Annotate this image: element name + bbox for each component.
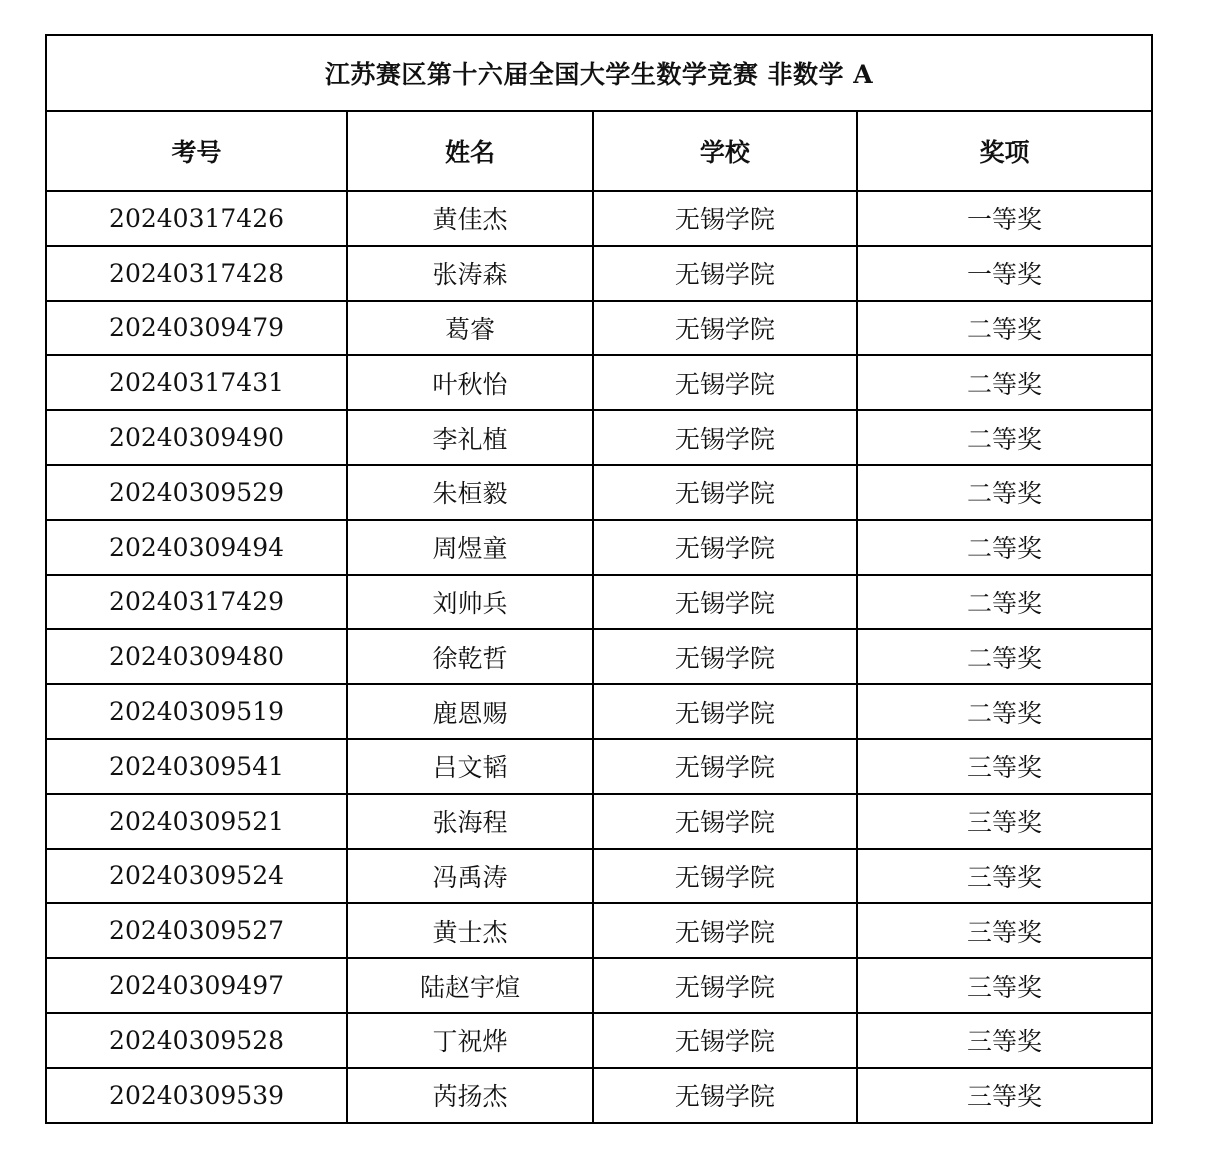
header-school: 学校: [593, 111, 857, 191]
cell-school: 无锡学院: [593, 1068, 857, 1123]
table-row: [46, 575, 1152, 630]
cell-school: 无锡学院: [593, 520, 857, 575]
cell-school: 无锡学院: [593, 410, 857, 465]
cell-school: 无锡学院: [593, 301, 857, 356]
cell-name: 李礼植: [347, 410, 593, 465]
cell-exam-id: 20240309539: [46, 1068, 347, 1123]
table-row: [46, 246, 1152, 301]
table-row: [46, 684, 1152, 739]
cell-award: 二等奖: [857, 355, 1152, 410]
cell-award: 三等奖: [857, 958, 1152, 1013]
cell-exam-id: 20240317429: [46, 575, 347, 630]
cell-exam-id: 20240309528: [46, 1013, 347, 1068]
cell-school: 无锡学院: [593, 958, 857, 1013]
cell-award: 二等奖: [857, 465, 1152, 520]
table-row: [46, 629, 1152, 684]
cell-name: 鹿恩赐: [347, 684, 593, 739]
cell-name: 朱桓毅: [347, 465, 593, 520]
document-title: 江苏赛区第十六届全国大学生数学竞赛 非数学 A: [46, 35, 1152, 111]
cell-school: 无锡学院: [593, 629, 857, 684]
cell-name: 黄佳杰: [347, 191, 593, 246]
cell-school: 无锡学院: [593, 575, 857, 630]
cell-exam-id: 20240309521: [46, 794, 347, 849]
cell-award: 一等奖: [857, 246, 1152, 301]
cell-award: 二等奖: [857, 629, 1152, 684]
cell-name: 陆赵宇煊: [347, 958, 593, 1013]
cell-school: 无锡学院: [593, 246, 857, 301]
cell-exam-id: 20240309479: [46, 301, 347, 356]
cell-award: 二等奖: [857, 520, 1152, 575]
cell-name: 叶秋怡: [347, 355, 593, 410]
cell-school: 无锡学院: [593, 739, 857, 794]
cell-award: 三等奖: [857, 1013, 1152, 1068]
title-row: [46, 35, 1152, 111]
table-row: [46, 903, 1152, 958]
table-row: [46, 355, 1152, 410]
cell-school: 无锡学院: [593, 903, 857, 958]
table-row: [46, 958, 1152, 1013]
table-row: [46, 739, 1152, 794]
table-body: [46, 191, 1152, 1123]
cell-exam-id: 20240309541: [46, 739, 347, 794]
cell-school: 无锡学院: [593, 849, 857, 904]
table-row: [46, 849, 1152, 904]
cell-name: 黄士杰: [347, 903, 593, 958]
cell-award: 二等奖: [857, 410, 1152, 465]
cell-exam-id: 20240309494: [46, 520, 347, 575]
table-row: [46, 1068, 1152, 1123]
cell-school: 无锡学院: [593, 355, 857, 410]
cell-name: 刘帅兵: [347, 575, 593, 630]
table-row: [46, 301, 1152, 356]
header-award: 奖项: [857, 111, 1152, 191]
cell-exam-id: 20240317428: [46, 246, 347, 301]
header-row: [46, 111, 1152, 191]
cell-school: 无锡学院: [593, 191, 857, 246]
header-name: 姓名: [347, 111, 593, 191]
cell-name: 徐乾哲: [347, 629, 593, 684]
cell-award: 三等奖: [857, 1068, 1152, 1123]
cell-name: 张海程: [347, 794, 593, 849]
cell-exam-id: 20240309497: [46, 958, 347, 1013]
cell-name: 周煜童: [347, 520, 593, 575]
cell-award: 三等奖: [857, 739, 1152, 794]
cell-award: 三等奖: [857, 903, 1152, 958]
table-row: [46, 465, 1152, 520]
cell-name: 丁祝烨: [347, 1013, 593, 1068]
cell-school: 无锡学院: [593, 1013, 857, 1068]
cell-exam-id: 20240309527: [46, 903, 347, 958]
cell-award: 二等奖: [857, 684, 1152, 739]
cell-school: 无锡学院: [593, 684, 857, 739]
cell-name: 吕文韬: [347, 739, 593, 794]
cell-school: 无锡学院: [593, 465, 857, 520]
cell-exam-id: 20240309529: [46, 465, 347, 520]
results-table: [45, 34, 1153, 1124]
cell-name: 张涛森: [347, 246, 593, 301]
cell-award: 二等奖: [857, 575, 1152, 630]
cell-name: 葛睿: [347, 301, 593, 356]
cell-award: 三等奖: [857, 849, 1152, 904]
cell-name: 冯禹涛: [347, 849, 593, 904]
cell-exam-id: 20240309524: [46, 849, 347, 904]
header-exam-id: 考号: [46, 111, 347, 191]
cell-school: 无锡学院: [593, 794, 857, 849]
table-row: [46, 794, 1152, 849]
cell-award: 三等奖: [857, 794, 1152, 849]
cell-exam-id: 20240317426: [46, 191, 347, 246]
cell-exam-id: 20240309480: [46, 629, 347, 684]
cell-exam-id: 20240309519: [46, 684, 347, 739]
cell-award: 一等奖: [857, 191, 1152, 246]
table-row: [46, 410, 1152, 465]
cell-exam-id: 20240309490: [46, 410, 347, 465]
table-row: [46, 191, 1152, 246]
cell-name: 芮扬杰: [347, 1068, 593, 1123]
table-row: [46, 1013, 1152, 1068]
table-row: [46, 520, 1152, 575]
cell-award: 二等奖: [857, 301, 1152, 356]
cell-exam-id: 20240317431: [46, 355, 347, 410]
